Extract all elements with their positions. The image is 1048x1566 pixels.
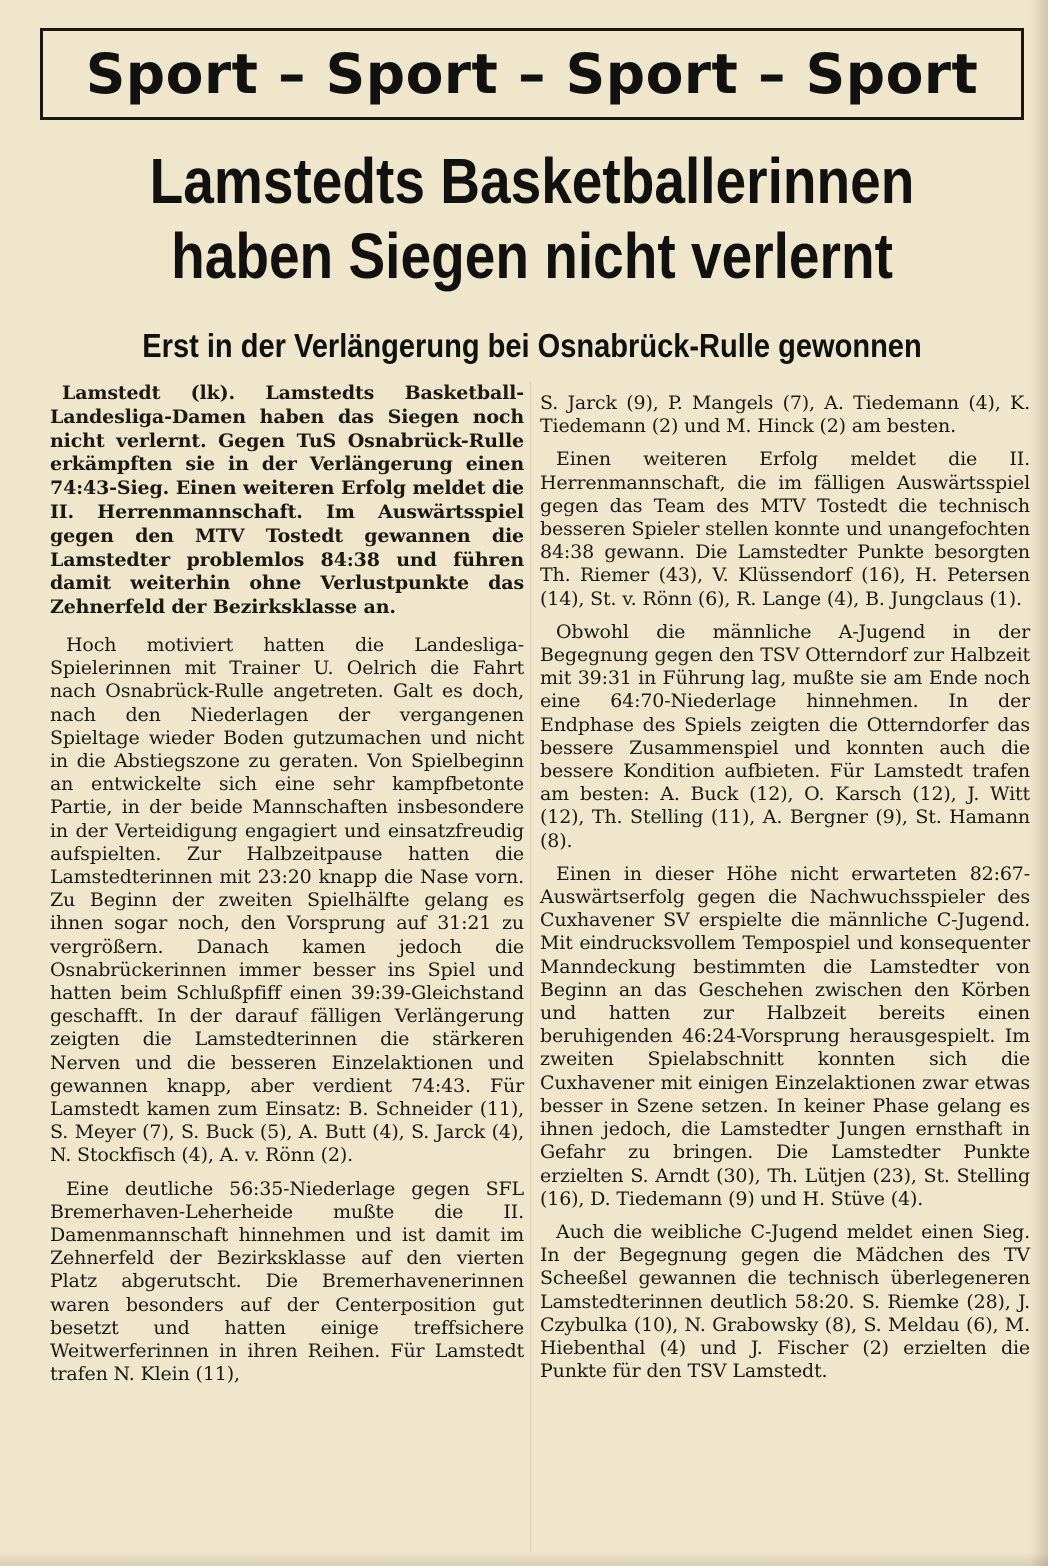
body-paragraph: Auch die weibliche C-Jugend meldet einen Sieg. In der Begegnung gegen die Mädchen des TV Scheeßel gewannen die technisch überlegeneren Lamstedterinnen deutlich 58:20. S. Riemke (28), J. Czybulka (10), N. Grabowsky (8), S. Meldau (6), M. Hiebenthal (4) und J. Fischer (2) erzielten die Punkte für den TSV Lamstedt. bbox=[540, 1220, 1030, 1383]
column-divider bbox=[530, 382, 531, 1552]
body-paragraph: S. Jarck (9), P. Mangels (7), A. Tiedemann (4), K. Tiedemann (2) und M. Hinck (2) am besten. bbox=[540, 392, 1030, 438]
article-column-left bbox=[50, 382, 524, 1396]
article-headline bbox=[40, 144, 1024, 294]
body-paragraph: Hoch motiviert hatten die Landesliga-Spielerinnen mit Trainer U. Oelrich die Fahrt nach Osnabrück-Rulle angetreten. Galt es doch, nach den Niederlagen der vergangenen Spieltage wieder Boden gutzumachen und nicht in die Abstiegszone zu geraten. Von Spielbeginn an entwickelte sich eine sehr kampfbetonte Partie, in der beide Mannschaften insbesondere in der Verteidigung engagiert und einsatzfreudig aufspielten. Zur Halbzeitpause hatten die Lamstedterinnen mit 23:20 knapp die Nase vorn. Zu Beginn der zweiten Spielhälfte gelang es ihnen sogar noch, den Vorsprung auf 31:21 zu vergrößern. Danach kamen jedoch die Osnabrückerinnen immer besser ins Spiel und hatten beim Schlußpfiff einen 39:39-Gleichstand geschafft. In der darauf fälligen Verlängerung zeigten die Lamstedterinnen die stärkeren Nerven und die besseren Einzelaktionen und gewannen knapp, aber verdient 74:43. Für Lamstedt kamen zum Einsatz: B. Schneider (11), S. Meyer (7), S. Buck (5), A. Butt (4), S. Jarck (4), N. Stockfisch (4), A. v. Rönn (2). bbox=[50, 633, 524, 1167]
body-paragraph: Einen weiteren Erfolg meldet die II. Herrenmannschaft, die im fälligen Auswärtsspiel gegen das Team des MTV Tostedt die technisch besseren Spieler stellen konnte und unangefochten 84:38 gewann. Die Lamstedter Punkte besorgten Th. Riemer (43), V. Klüssendorf (16), H. Petersen (14), St. v. Rönn (6), R. Lange (4), B. Jungclaus (1). bbox=[540, 448, 1030, 610]
paper-bottom-shadow bbox=[0, 1552, 1048, 1566]
paper-edge-shadow bbox=[1030, 0, 1048, 1566]
article-column-right bbox=[540, 392, 1030, 1393]
body-paragraph: Einen in dieser Höhe nicht erwarteten 82:67-Auswärtserfolg gegen die Nachwuchsspieler des Cuxhavener SV erspielte die männliche C-Jugend. Mit eindrucksvollem Tempospiel und konsequenter Manndeckung bestimmten die Lamstedter von Beginn an das Geschehen zwischen den Körben und hatten zur Halbzeit bereits einen beruhigenden 46:24-Vorsprung herausgespielt. Im zweiten Spielabschnitt konnten sich die Cuxhavener mit einigen Einzelaktionen zwar etwas besser in Szene setzen. In keiner Phase gelang es ihnen jedoch, die Lamstedter Jungen ernsthaft in Gefahr zu bringen. Die Lamstedter Punkte erzielten S. Arndt (30), Th. Lütjen (23), St. Stelling (16), D. Tiedemann (9) und H. Stüve (4). bbox=[540, 862, 1030, 1210]
section-banner: Sport – Sport – Sport – Sport bbox=[40, 28, 1024, 120]
body-paragraph: Obwohl die männliche A-Jugend in der Begegnung gegen den TSV Otterndorf zur Halbzeit mit 39:31 in Führung lag, mußte sie am Ende noch eine 64:70-Niederlage hinnehmen. In der Endphase des Spiels zeigten die Otterndorfer das bessere Zusammenspiel und konnten auch die bessere Kondition aufbieten. Für Lamstedt trafen am besten: A. Buck (12), O. Karsch (12), J. Witt (12), Th. Stelling (11), A. Bergner (9), St. Hamann (8). bbox=[540, 620, 1030, 852]
headline-line-2: haben Siegen nicht verlernt bbox=[171, 220, 893, 292]
article-subheadline: Erst in der Verlängerung bei Osnabrück-Rulle gewonnen bbox=[142, 327, 922, 364]
body-paragraph: Eine deutliche 56:35-Niederlage gegen SFL Bremerhaven-Leherheide mußte die II. Damenmannschaft hinnehmen und ist damit im Zehnerfeld der Bezirksklasse auf den vierten Platz abgerutscht. Die Bremerhavenerinnen waren besonders auf der Centerposition gut besetzt und hatten einige treffsichere Weitwerferinnen in ihren Reihen. Für Lamstedt trafen N. Klein (11), bbox=[50, 1177, 524, 1386]
headline-line-1: Lamstedts Basketballerinnen bbox=[149, 145, 915, 217]
lead-paragraph: Lamstedt (lk). Lamstedts Basketball-Landesliga-Damen haben das Siegen noch nicht verlernt. Gegen TuS Osnabrück-Rulle erkämpften sie in der Verlängerung einen 74:43-Sieg. Einen weiteren Erfolg meldet die II. Herrenmannschaft. Im Auswärtsspiel gegen den MTV Tostedt gewannen die Lamstedter problemlos 84:38 und führen damit weiterhin ohne Verlustpunkte das Zehnerfeld der Bezirksklasse an. bbox=[50, 382, 524, 619]
